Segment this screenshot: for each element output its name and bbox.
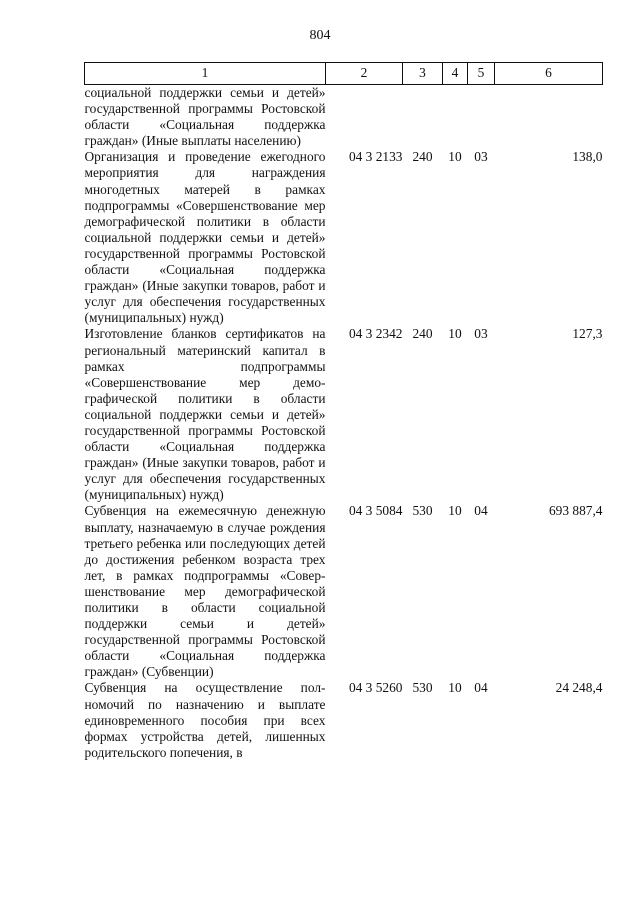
row-pr: 03 (474, 149, 488, 165)
table-row (85, 680, 603, 760)
row-description: Изготовление бланков сертификатов на региональный материнский капитал в рамках подпрограммы «Совершенствование мер демографической политики в области социальной поддержки семьи и детей» государственной программы Ростовской области «Социальная поддержка граждан» (Иные закупки товаров, работ и услуг для обеспечения государственных (муниципальных) нужд) (84, 326, 326, 503)
row-rz: 10 (448, 680, 462, 696)
row-amount (495, 85, 603, 150)
row-code: 04 3 5084 (348, 503, 403, 519)
row-rz: 10 (448, 149, 462, 165)
table-row (85, 326, 603, 503)
row-vr: 530 (412, 680, 433, 696)
table-row (85, 85, 603, 150)
row-amount: 138,0 (572, 149, 603, 165)
column-header: 6 (495, 63, 603, 85)
row-code: 04 3 2133 (348, 149, 403, 165)
row-vr: 240 (412, 326, 433, 342)
row-amount: 693 887,4 (548, 503, 603, 519)
row-description: социальной поддержки семьи и детей» государственной программы Ростовской области «Социальная поддержка граждан» (Иные выплаты населению) (84, 85, 326, 149)
row-vr: 530 (412, 503, 433, 519)
row-description: Субвенция на осуществление полномочий по назначению и выплате единовременного пособия при всех формах устройства детей, лишенных родительского попечения, в (84, 680, 326, 760)
row-pr: 04 (474, 503, 488, 519)
table-row (85, 149, 603, 326)
table-row (85, 503, 603, 680)
row-pr: 03 (474, 326, 488, 342)
row-pr (468, 85, 495, 150)
row-description: Субвенция на ежемесячную денежную выплату, назначаемую в случае рождения третьего ребенка или последующих детей до достижения ребенком возраста трех лет, в рамках подпрограммы «Совершенствование мер демографической политики в области социальной поддержки семьи и детей» государственной программы Ростовской области «Социальная поддержка граждан» (Субвенции) (84, 503, 326, 680)
row-amount: 127,3 (572, 326, 603, 342)
row-rz (443, 85, 468, 150)
column-header: 4 (443, 63, 468, 85)
row-code: 04 3 2342 (348, 326, 403, 342)
row-rz: 10 (448, 503, 462, 519)
budget-table (84, 62, 603, 761)
row-pr: 04 (474, 680, 488, 696)
row-vr: 240 (412, 149, 433, 165)
column-header: 5 (468, 63, 495, 85)
row-rz: 10 (448, 326, 462, 342)
row-vr (403, 85, 443, 150)
row-description: Организация и проведение ежегодного мероприятия для награждения многодетных матерей в рамках подпрограммы «Совершенствование мер демографической политики в области социальной поддержки семьи и детей» государственной программы Ростовской области «Социальная поддержка граждан» (Иные закупки товаров, работ и услуг для обеспечения государственных (муниципальных) нужд) (84, 149, 326, 326)
column-header: 3 (403, 63, 443, 85)
row-amount: 24 248,4 (555, 680, 603, 696)
page-number: 804 (309, 28, 331, 43)
table-header-row (85, 63, 603, 85)
row-code: 04 3 5260 (348, 680, 403, 696)
column-header: 1 (85, 63, 326, 85)
row-code (326, 85, 403, 150)
column-header: 2 (326, 63, 403, 85)
